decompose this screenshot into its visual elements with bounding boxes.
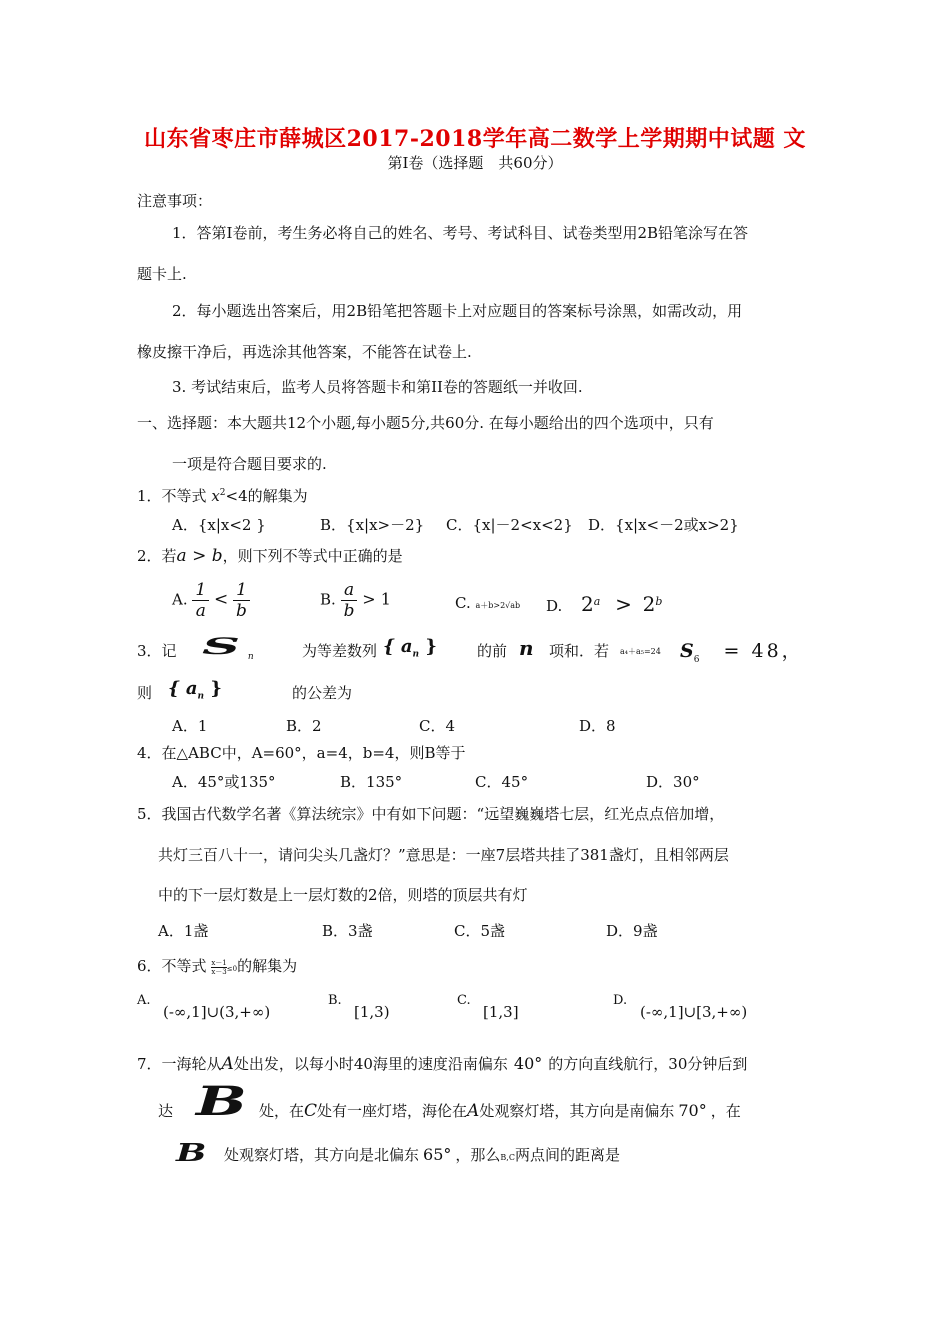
question-3-label: 3．记: [137, 642, 177, 660]
question-6-option-c-label: C.: [457, 993, 471, 1008]
question-3-option-a: A．1: [172, 717, 208, 735]
question-3-text-a: 为等差数列: [302, 642, 378, 660]
notice-item-2-line-2: 橡皮擦干净后，再选涂其他答案，不能答在试卷上.: [137, 343, 472, 361]
section-1-line-1: 一、选择题：本大题共12个小题,每小题5分,共60分. 在每小题给出的四个选项中，只有: [137, 414, 714, 432]
question-5-option-b: B．3盏: [322, 922, 373, 940]
point-b-large: B: [196, 1078, 247, 1125]
sequence-symbol-2: { $a_n$ }: [168, 678, 222, 702]
notice-item-3: 3. 考试结束后，监考人员将答题卡和第II卷的答题纸一并收回.: [172, 378, 583, 396]
page-title: 山东省枣庄市薛城区2017-2018学年高二数学上学期期中试题 文: [144, 126, 806, 152]
question-1-option-c: C．{x|－2<x<2}: [446, 516, 573, 534]
question-3-line-2-a: 则: [137, 684, 153, 702]
point-b-medium: B: [176, 1138, 207, 1167]
question-5-line-2: 共灯三百八十一，请问尖头几盏灯？”意思是：一座7层塔共挂了381盏灯，且相邻两层: [158, 846, 729, 864]
page-subtitle: 第Ⅰ卷（选择题 共60分）: [387, 154, 563, 172]
question-6-option-b: [1,3): [354, 1003, 390, 1021]
question-6-option-c: [1,3]: [483, 1003, 519, 1021]
question-6-option-d: (-∞,1]∪[3,+∞): [640, 1003, 748, 1021]
question-4-option-a: A．45°或135°: [172, 773, 276, 791]
question-3-text-c: 项和．若: [549, 642, 610, 660]
question-1-stem: 1．不等式 $x^2<4$的解集为: [137, 487, 308, 505]
question-4-option-d: D．30°: [646, 773, 700, 791]
n-symbol: n: [519, 636, 534, 660]
question-3-option-b: B．2: [286, 717, 322, 735]
question-5-option-d: D．9盏: [606, 922, 658, 940]
question-4-option-b: B．135°: [340, 773, 403, 791]
notice-item-2-line-1: 2．每小题选出答案后，用2B铅笔把答题卡上对应题目的答案标号涂黑，如需改动，用: [172, 302, 743, 320]
question-3-option-c: C．4: [419, 717, 456, 735]
question-6-option-a-label: A.: [137, 993, 151, 1008]
question-2-option-b: B. $\frac{a}{b}$ > 1: [320, 580, 391, 621]
question-1-option-a: A．{x|x<2 }: [172, 516, 266, 534]
question-1-option-d: D．{x|x<－2或x>2}: [588, 516, 739, 534]
notice-item-1-line-2: 题卡上.: [137, 265, 187, 283]
question-3-option-d: D．8: [579, 717, 616, 735]
question-6-stem: 6．不等式 $\frac{x-1}{x-3}$ ≤0的解集为: [137, 957, 298, 976]
question-6-option-b-label: B.: [328, 993, 342, 1008]
question-7-line-2-a: 达: [158, 1102, 174, 1120]
question-7-line-2-b: 处，在C处有一座灯塔，海伦在A处观察灯塔，其方向是南偏东 70° ，在: [259, 1101, 741, 1121]
question-4-stem: 4．在△ABC中，A=60°，a=4，b=4，则B等于: [137, 744, 466, 762]
question-5-line-1: 5．我国古代数学名著《算法统宗》中有如下问题：“远望巍巍塔七层，红光点点倍加增，: [137, 805, 725, 823]
question-7-line-1: 7．一海轮从A处出发，以每小时40海里的速度沿南偏东 40° 的方向直线航行，30分钟后到: [137, 1054, 748, 1074]
notice-heading: 注意事项：: [137, 192, 213, 210]
question-2-option-d: D. 2$^a$ > 2$^b$: [546, 592, 663, 616]
question-1-option-b: B．{x|x>－2}: [320, 516, 425, 534]
question-5-option-c: C．5盏: [454, 922, 506, 940]
question-6-option-d-label: D.: [613, 993, 628, 1008]
question-2-option-a: A. $\frac{1}{a}$ < $\frac{1}{b}$: [172, 580, 250, 621]
question-2-stem: 2．若a > b，则下列不等式中正确的是: [137, 546, 403, 566]
sum-symbol: S $_n$: [202, 634, 254, 663]
question-3-text-b: 的前: [477, 642, 508, 660]
fraction: $\frac{a}{b}$: [341, 580, 358, 621]
fraction: $\frac{1}{b}$: [233, 580, 250, 621]
question-5-option-a: A．1盏: [158, 922, 209, 940]
question-2-option-c: C. a＋b>2√ab: [455, 594, 521, 612]
question-5-line-3: 中的下一层灯数是上一层灯数的2倍，则塔的顶层共有灯: [158, 886, 528, 904]
question-7-line-3: 处观察灯塔，其方向是北偏东 65° ，那么B,C两点间的距离是: [224, 1145, 620, 1164]
sequence-symbol: { $a_n$ }: [383, 636, 437, 660]
s6-equation: $S_6 = 48$，: [680, 640, 801, 665]
question-4-option-c: C．45°: [475, 773, 529, 791]
notice-item-1-line-1: 1．答第Ⅰ卷前，考生务必将自己的姓名、考号、考试科目、试卷类型用2B铅笔涂写在答: [172, 224, 749, 242]
question-3-line-2-b: 的公差为: [292, 684, 353, 702]
section-1-line-2: 一项是符合题目要求的.: [172, 455, 327, 473]
fraction: $\frac{1}{a}$: [192, 580, 209, 621]
question-3-condition: a₄＋a₅=24: [620, 647, 661, 656]
question-6-option-a: (-∞,1]∪(3,+∞): [163, 1003, 271, 1021]
